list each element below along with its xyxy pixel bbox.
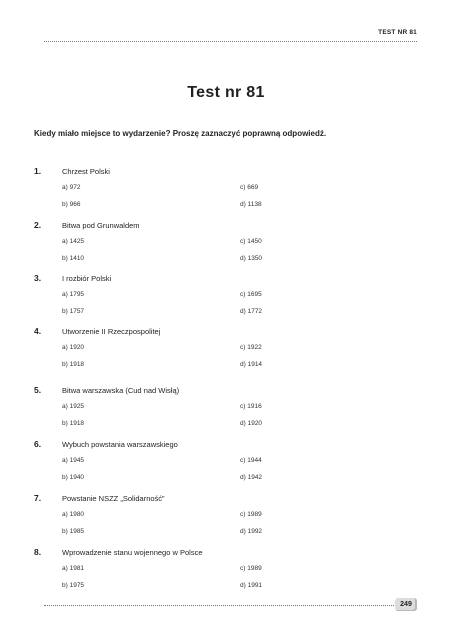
page-title: Test nr 81 [187,84,265,101]
option-c[interactable]: c) 669 [240,184,259,191]
option-c[interactable]: c) 1989 [240,511,262,518]
option-c[interactable]: c) 1989 [240,565,262,572]
question-text: Wybuch powstania warszawskiego [62,440,178,449]
option-a[interactable]: a) 1925 [62,403,85,410]
option-a[interactable]: a) 1425 [62,238,85,245]
option-d[interactable]: d) 1992 [240,528,263,535]
question-number: 1. [34,166,42,176]
option-d[interactable]: d) 1914 [240,361,263,368]
page-number-badge: 249 [395,598,417,611]
option-c[interactable]: c) 1922 [240,344,262,351]
option-b[interactable]: b) 1410 [62,255,85,262]
question-number: 7. [34,493,42,503]
option-d[interactable]: d) 1920 [240,420,263,427]
option-a[interactable]: a) 1945 [62,457,85,464]
question-text: Bitwa warszawska (Cud nad Wisłą) [62,386,180,395]
question-number: 5. [34,385,42,395]
question-text: Bitwa pod Grunwaldem [62,221,140,230]
option-c[interactable]: c) 1695 [240,291,262,298]
option-d[interactable]: d) 1991 [240,582,263,589]
question-text: Wprowadzenie stanu wojennego w Polsce [62,548,203,557]
option-b[interactable]: b) 1985 [62,528,85,535]
option-b[interactable]: b) 1940 [62,474,85,481]
option-b[interactable]: b) 1918 [62,420,85,427]
running-head: TEST NR 81 [378,29,417,36]
question-text: I rozbiór Polski [62,274,112,283]
option-a[interactable]: a) 1980 [62,511,85,518]
question-number: 4. [34,326,42,336]
option-c[interactable]: c) 1944 [240,457,262,464]
question-number: 8. [34,547,42,557]
option-a[interactable]: a) 1920 [62,344,85,351]
question-text: Powstanie NSZZ „Solidarność” [62,494,165,503]
option-a[interactable]: a) 972 [62,184,81,191]
option-b[interactable]: b) 1757 [62,308,85,315]
option-b[interactable]: b) 1918 [62,361,85,368]
top-dotted-rule [44,41,417,42]
option-b[interactable]: b) 966 [62,201,81,208]
option-a[interactable]: a) 1795 [62,291,85,298]
question-number: 6. [34,439,42,449]
question-number: 2. [34,220,42,230]
bottom-dotted-rule [44,605,394,606]
question-text: Utworzenie II Rzeczpospolitej [62,327,161,336]
option-d[interactable]: d) 1772 [240,308,263,315]
question-text: Chrzest Polski [62,167,110,176]
question-number: 3. [34,273,42,283]
option-d[interactable]: d) 1350 [240,255,263,262]
option-c[interactable]: c) 1916 [240,403,262,410]
option-d[interactable]: d) 1138 [240,201,262,208]
instruction-text: Kiedy miało miejsce to wydarzenie? Proszę zaznaczyć poprawną odpowiedź. [34,129,327,138]
option-c[interactable]: c) 1450 [240,238,262,245]
option-d[interactable]: d) 1942 [240,474,263,481]
option-b[interactable]: b) 1975 [62,582,85,589]
option-a[interactable]: a) 1981 [62,565,85,572]
